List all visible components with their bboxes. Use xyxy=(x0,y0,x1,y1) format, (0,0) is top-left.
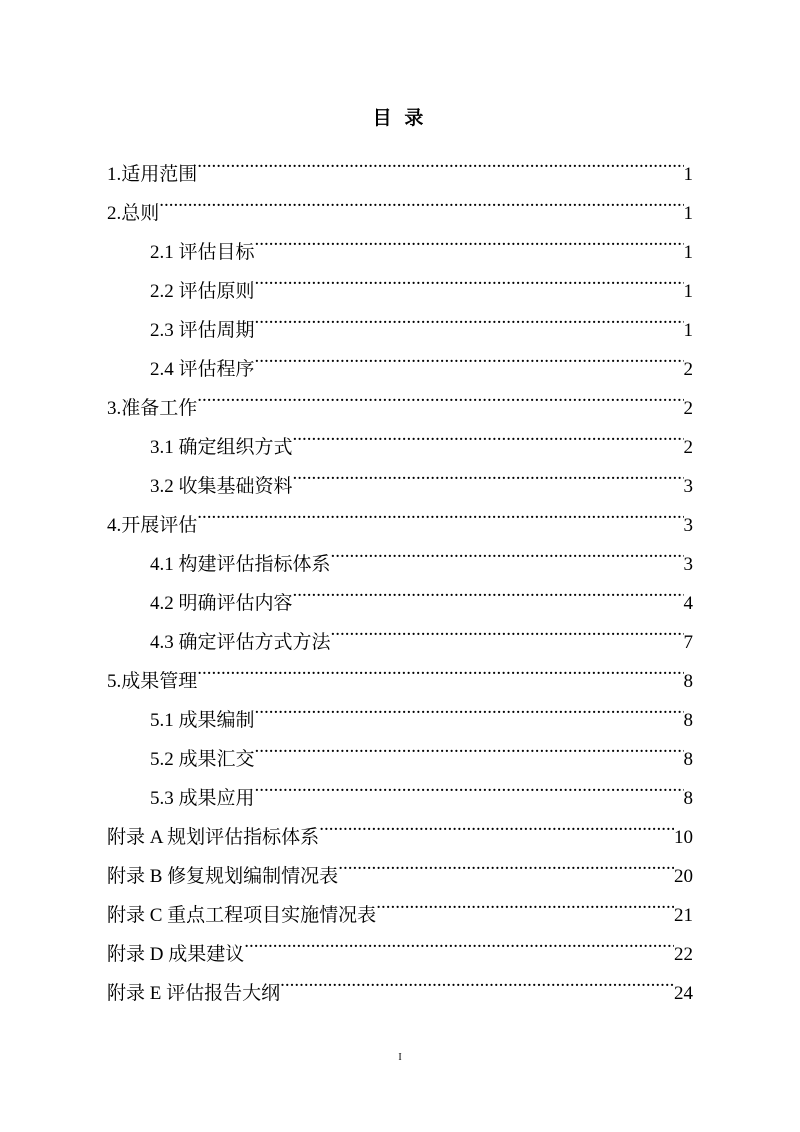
toc-entry-label: 3.2 收集基础资料 xyxy=(150,476,293,497)
toc-leader-dots xyxy=(376,884,674,921)
toc-leader-dots xyxy=(255,299,684,336)
toc-entry-label: 5.2 成果汇交 xyxy=(150,749,255,770)
toc-entry-page: 1 xyxy=(683,164,693,185)
toc-list xyxy=(107,143,693,1004)
toc-entry-page: 2 xyxy=(683,359,693,380)
toc-entry-label: 4.3 确定评估方式方法 xyxy=(150,632,331,653)
toc-entry-label: 3.准备工作 xyxy=(107,398,198,419)
toc-leader-dots xyxy=(255,728,684,765)
footer-page-number: I xyxy=(398,1052,402,1063)
toc-entry-page: 8 xyxy=(683,671,693,692)
toc-entry-label: 4.开展评估 xyxy=(107,515,198,536)
toc-leader-dots xyxy=(197,377,683,414)
toc-leader-dots xyxy=(338,845,674,882)
toc-entry-page: 20 xyxy=(674,866,693,887)
toc-entry[interactable] xyxy=(107,221,693,263)
toc-leader-dots xyxy=(244,923,674,960)
toc-leader-dots xyxy=(255,260,684,297)
toc-leader-dots xyxy=(280,962,674,999)
toc-entry-page: 3 xyxy=(683,554,693,575)
toc-entry-page: 3 xyxy=(683,476,693,497)
toc-leader-dots xyxy=(331,611,684,648)
toc-leader-dots xyxy=(255,338,684,375)
toc-entry-page: 2 xyxy=(683,437,693,458)
toc-entry-label: 3.1 确定组织方式 xyxy=(150,437,293,458)
toc-entry-label: 2.4 评估程序 xyxy=(150,359,255,380)
toc-entry-page: 22 xyxy=(674,944,693,965)
toc-entry-label: 5.3 成果应用 xyxy=(150,788,255,809)
toc-entry-label: 4.1 构建评估指标体系 xyxy=(150,554,331,575)
toc-entry-page: 1 xyxy=(683,242,693,263)
toc-leader-dots xyxy=(319,806,674,843)
toc-entry-page: 8 xyxy=(683,788,693,809)
toc-entry-label: 附录 B 修复规划编制情况表 xyxy=(107,866,339,887)
toc-entry-page: 10 xyxy=(674,827,693,848)
toc-entry-label: 2.3 评估周期 xyxy=(150,320,255,341)
toc-entry-label: 附录 D 成果建议 xyxy=(107,944,245,965)
toc-leader-dots xyxy=(293,455,684,492)
toc-leader-dots xyxy=(331,533,684,570)
toc-entry-label: 5.1 成果编制 xyxy=(150,710,255,731)
toc-entry-page: 7 xyxy=(683,632,693,653)
toc-entry-label: 附录 A 规划评估指标体系 xyxy=(107,827,320,848)
toc-entry-page: 21 xyxy=(674,905,693,926)
toc-entry-label: 1.适用范围 xyxy=(107,164,198,185)
toc-leader-dots xyxy=(159,182,683,219)
toc-entry-page: 24 xyxy=(674,983,693,1004)
toc-entry-label: 5.成果管理 xyxy=(107,671,198,692)
toc-entry-page: 1 xyxy=(683,281,693,302)
toc-entry[interactable] xyxy=(107,143,693,185)
toc-entry-page: 8 xyxy=(683,749,693,770)
toc-leader-dots xyxy=(255,689,684,726)
toc-entry-label: 附录 E 评估报告大纲 xyxy=(107,983,281,1004)
toc-leader-dots xyxy=(255,767,684,804)
toc-entry-label: 2.总则 xyxy=(107,203,160,224)
toc-entry[interactable] xyxy=(107,182,693,224)
toc-entry-label: 2.2 评估原则 xyxy=(150,281,255,302)
toc-leader-dots xyxy=(293,572,684,609)
toc-entry-page: 8 xyxy=(683,710,693,731)
toc-leader-dots xyxy=(197,650,683,687)
toc-entry-label: 附录 C 重点工程项目实施情况表 xyxy=(107,905,377,926)
toc-entry-page: 1 xyxy=(683,203,693,224)
toc-entry-page: 3 xyxy=(683,515,693,536)
toc-entry-page: 1 xyxy=(683,320,693,341)
toc-entry-label: 2.1 评估目标 xyxy=(150,242,255,263)
toc-entry-page: 2 xyxy=(683,398,693,419)
toc-leader-dots xyxy=(255,221,684,258)
toc-entry-label: 4.2 明确评估内容 xyxy=(150,593,293,614)
toc-leader-dots xyxy=(293,416,684,453)
toc-leader-dots xyxy=(197,143,683,180)
toc-entry-page: 4 xyxy=(683,593,693,614)
toc-leader-dots xyxy=(197,494,683,531)
toc-title: 目 录 xyxy=(372,108,428,129)
